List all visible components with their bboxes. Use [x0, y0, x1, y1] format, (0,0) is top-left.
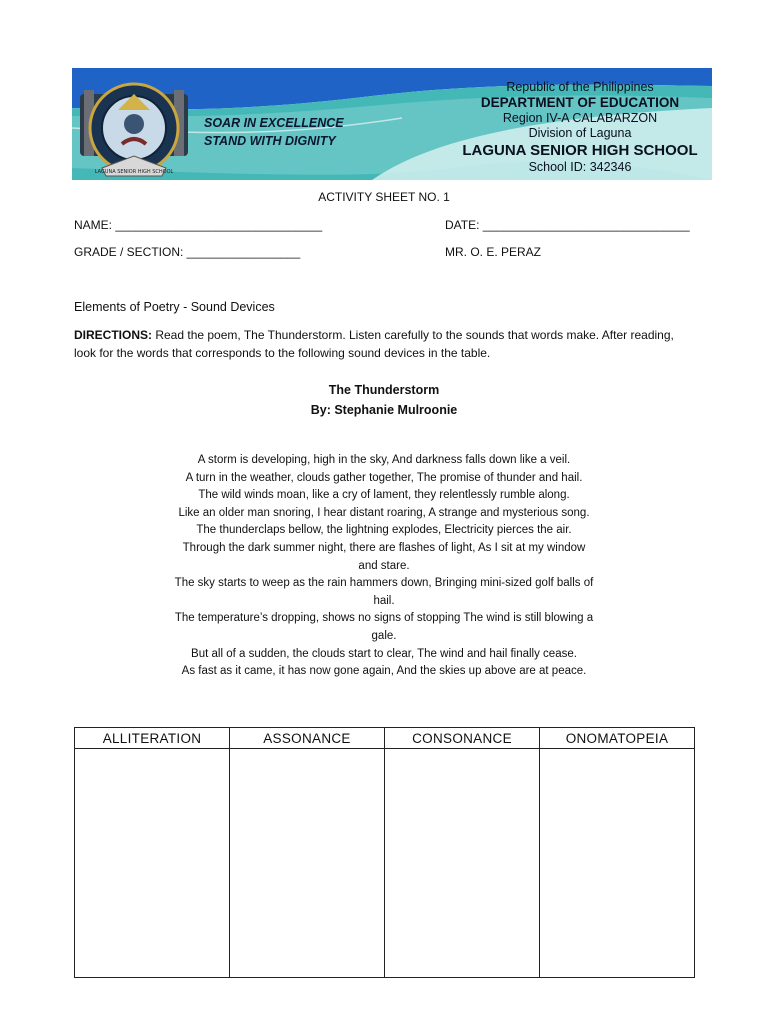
- motto-line-1: SOAR IN EXCELLENCE: [204, 116, 344, 130]
- org-department: DEPARTMENT OF EDUCATION: [480, 95, 680, 110]
- poem-line: The thunderclaps bellow, the lightning explodes, Electricity pierces the air.: [196, 524, 572, 537]
- directions: [74, 326, 674, 362]
- alliteration-answer-cell[interactable]: [75, 749, 230, 978]
- poem-author: By: Stephanie Mulroonie: [310, 403, 458, 417]
- sheet-title: ACTIVITY SHEET NO. 1: [318, 190, 450, 204]
- poem-line: Like an older man snoring, I hear distant roaring, A strange and mysterious song.: [178, 506, 590, 519]
- teacher-name: MR. O. E. PERAZ: [445, 245, 542, 259]
- org-school-id: School ID: 342346: [528, 160, 632, 174]
- column-header-onomatopeia: ONOMATOPEIA: [540, 728, 695, 749]
- column-header-alliteration: ALLITERATION: [75, 728, 230, 749]
- school-motto: [204, 114, 364, 150]
- date-field[interactable]: DATE: _______________________________: [445, 218, 690, 232]
- poem-line: A turn in the weather, clouds gather together, The promise of thunder and hail.: [185, 471, 583, 484]
- consonance-answer-cell[interactable]: [385, 749, 540, 978]
- poem-line: Through the dark summer night, there are flashes of light, As I sit at my window and stare.: [182, 541, 586, 572]
- name-field[interactable]: NAME: _______________________________: [74, 218, 323, 232]
- poem-line: The wild winds moan, like a cry of lament, they relentlessly rumble along.: [198, 489, 570, 502]
- org-region: Region IV-A CALABARZON: [502, 111, 658, 125]
- table-header-row: [75, 728, 695, 749]
- poem-body: [134, 452, 634, 681]
- poem-heading: [0, 380, 768, 420]
- org-division: Division of Laguna: [528, 126, 632, 140]
- poem-line: The sky starts to weep as the rain hammers down, Bringing mini-sized golf balls of hail.: [174, 577, 594, 607]
- poem-line: As fast as it came, it has now gone again, And the skies up above are at peace.: [181, 665, 587, 678]
- motto-line-2: STAND WITH DIGNITY: [204, 134, 336, 148]
- org-school-name: LAGUNA SENIOR HIGH SCHOOL: [462, 142, 698, 159]
- seal-text: LAGUNA SENIOR HIGH SCHOOL: [94, 169, 174, 175]
- poem-line: A storm is developing, high in the sky, And darkness falls down like a veil.: [197, 454, 571, 466]
- poem-line: But all of a sudden, the clouds start to clear, The wind and hail finally cease.: [191, 647, 577, 660]
- onomatopeia-answer-cell[interactable]: [540, 749, 695, 978]
- lesson-topic: Elements of Poetry - Sound Devices: [74, 300, 275, 314]
- assonance-answer-cell[interactable]: [230, 749, 385, 978]
- org-republic: Republic of the Philippines: [506, 80, 654, 94]
- table-row: [75, 749, 695, 978]
- directions-text: Read the poem, The Thunderstorm. Listen carefully to the sounds that words make. After reading, look for the words that corresponds to the following sound devices in the table.: [74, 328, 674, 360]
- organization-block: [455, 80, 705, 175]
- grade-section-field[interactable]: GRADE / SECTION: _________________: [74, 245, 301, 259]
- sound-devices-table: [74, 727, 695, 978]
- column-header-assonance: ASSONANCE: [230, 728, 385, 749]
- school-seal-logo: [78, 72, 190, 180]
- directions-label: DIRECTIONS:: [74, 328, 152, 342]
- poem-title: The Thunderstorm: [328, 383, 440, 397]
- poem-line: The temperature’s dropping, shows no signs of stopping The wind is still blowing a gale.: [174, 612, 594, 642]
- column-header-consonance: CONSONANCE: [385, 728, 540, 749]
